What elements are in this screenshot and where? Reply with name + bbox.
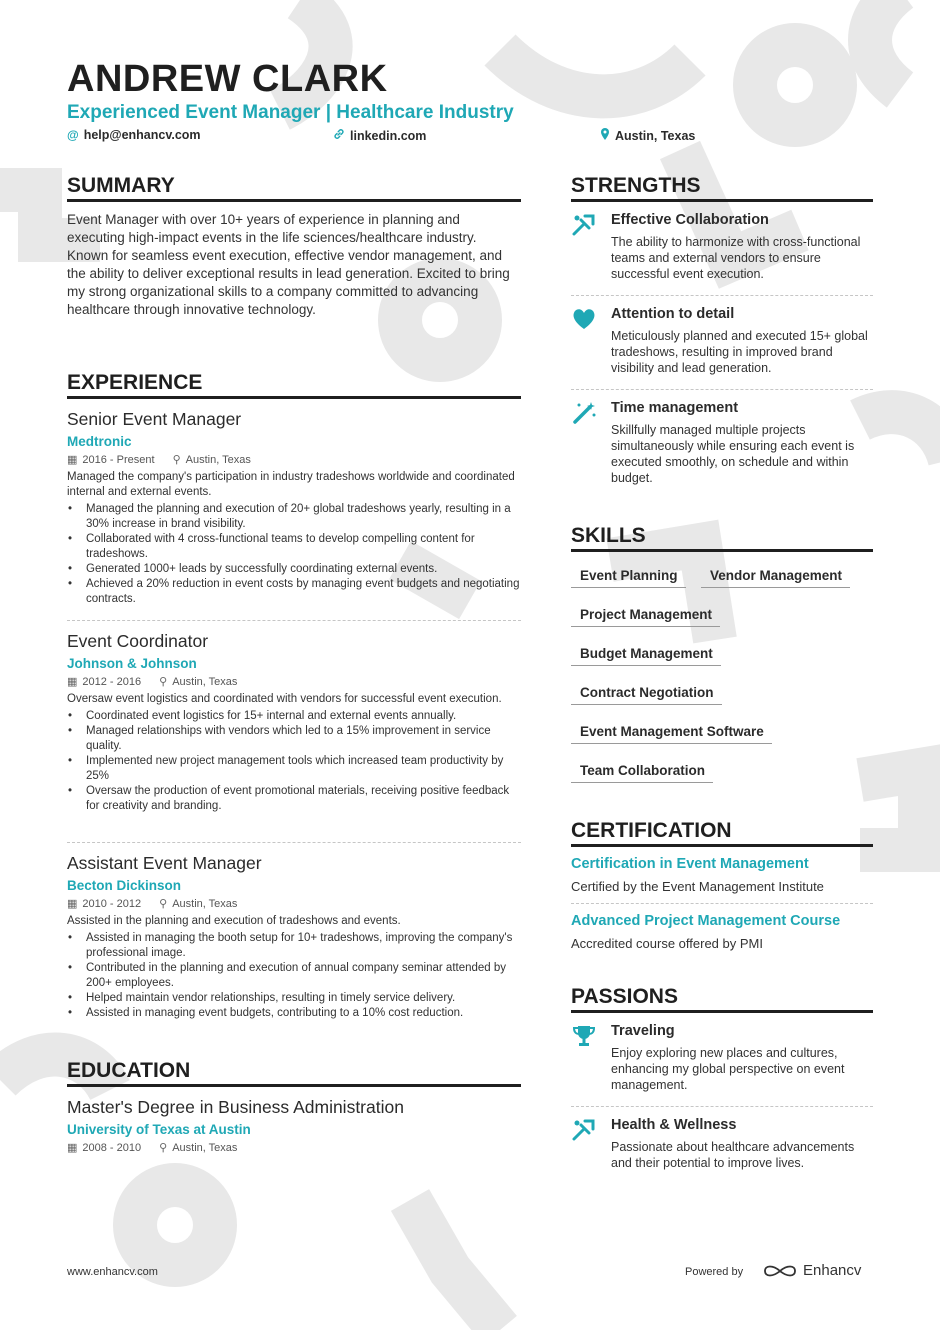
summary-text: Event Manager with over 10+ years of experience in planning and executing high-impact events in the life sciences/healthcare industry. Known for seamless event execution, effective vendor management, and the ability to deliver exceptional results in lead generation. Excited to bring my strong organizational skills to a company committed to advancing healthcare through innovative technology. bbox=[67, 212, 510, 317]
job-description: Assisted in the planning and execution of tradeshows and events. bbox=[67, 915, 401, 927]
job-bullets bbox=[67, 502, 521, 607]
job-bullet: • Achieved a 20% reduction in event costs by managing event budgets and negotiating contracts. bbox=[67, 577, 521, 607]
passion-item bbox=[571, 1117, 873, 1197]
job-bullet: • Coordinated event logistics for 15+ internal and external events annually. bbox=[67, 709, 521, 724]
job-bullet: • Oversaw the production of event promotional materials, receiving positive feedback for creativity and branding. bbox=[67, 784, 521, 814]
passion-title: Traveling bbox=[611, 1023, 675, 1039]
skill-tag: Event Management Software bbox=[571, 724, 772, 744]
skill-tag: Budget Management bbox=[571, 646, 721, 666]
divider bbox=[571, 1106, 873, 1107]
at-icon: @ bbox=[67, 128, 79, 142]
certification-text: Accredited course offered by PMI bbox=[571, 936, 763, 951]
calendar-icon: ▦ bbox=[67, 898, 78, 910]
job-meta bbox=[67, 675, 521, 688]
handshake-icon bbox=[571, 212, 599, 240]
email-text[interactable]: help@enhancv.com bbox=[83, 128, 201, 142]
job-bullet: • Helped maintain vendor relationships, resulting in timely service delivery. bbox=[67, 991, 521, 1006]
calendar-icon: ▦ bbox=[67, 454, 78, 466]
education-location: Austin, Texas bbox=[172, 1142, 238, 1154]
job-bullet: • Assisted in managing event budgets, contributing to a 10% cost reduction. bbox=[67, 1006, 521, 1021]
strengths-heading: STRENGTHS bbox=[571, 174, 873, 202]
summary-heading: SUMMARY bbox=[67, 174, 521, 202]
linkedin-contact[interactable] bbox=[333, 128, 426, 143]
link-icon bbox=[333, 128, 345, 143]
divider bbox=[571, 389, 873, 390]
strength-text: The ability to harmonize with cross-functional teams and external vendors to ensure successful event execution. bbox=[611, 235, 861, 281]
calendar-icon: ▦ bbox=[67, 676, 78, 688]
enhancv-logo-icon bbox=[763, 1263, 797, 1279]
location-pin-icon: ⚲ bbox=[172, 454, 181, 466]
passion-text: Enjoy exploring new places and cultures, enhancing my global perspective on event management. bbox=[611, 1046, 845, 1092]
certification-heading: CERTIFICATION bbox=[571, 819, 873, 847]
heart-icon bbox=[571, 306, 599, 334]
location-pin-icon: ⚲ bbox=[159, 898, 168, 910]
divider bbox=[571, 903, 873, 904]
footer-website[interactable]: www.enhancv.com bbox=[67, 1266, 158, 1278]
divider bbox=[67, 620, 521, 621]
candidate-name: ANDREW CLARK bbox=[67, 58, 388, 100]
education-meta bbox=[67, 1141, 521, 1154]
certification-title: Advanced Project Management Course bbox=[571, 913, 841, 929]
job-bullet: • Generated 1000+ leads by successfully coordinating external events. bbox=[67, 562, 521, 577]
job-location: Austin, Texas bbox=[172, 898, 238, 910]
handshake-icon bbox=[571, 1117, 599, 1145]
company-name: Johnson & Johnson bbox=[67, 656, 197, 671]
job-title: Event Coordinator bbox=[67, 631, 209, 651]
job-location: Austin, Texas bbox=[185, 454, 251, 466]
job-bullet: • Collaborated with 4 cross-functional teams to develop compelling content for tradeshows. bbox=[67, 532, 521, 562]
experience-heading: EXPERIENCE bbox=[67, 371, 521, 399]
divider bbox=[571, 295, 873, 296]
location-pin-icon bbox=[600, 128, 610, 143]
enhancv-logo[interactable] bbox=[763, 1262, 861, 1279]
job-bullet: • Managed the planning and execution of 20+ global tradeshows yearly, resulting in a 30% increase in brand visibility. bbox=[67, 502, 521, 532]
trophy-icon bbox=[571, 1023, 599, 1051]
strength-item bbox=[571, 400, 873, 495]
job-bullet: • Assisted in managing the booth setup for 10+ tradeshows, improving the company's professional image. bbox=[67, 931, 521, 961]
job-dates: 2012 - 2016 bbox=[82, 676, 142, 688]
brand-name: Enhancv bbox=[803, 1262, 862, 1279]
passion-item bbox=[571, 1023, 873, 1103]
job-bullet: • Managed relationships with vendors which led to a 15% improvement in service quality. bbox=[67, 724, 521, 754]
job-location: Austin, Texas bbox=[172, 676, 238, 688]
passion-title: Health & Wellness bbox=[611, 1117, 737, 1133]
strength-item bbox=[571, 212, 873, 292]
divider bbox=[67, 842, 521, 843]
degree-title: Master's Degree in Business Administration bbox=[67, 1097, 404, 1117]
strength-text: Skillfully managed multiple projects simultaneously while ensuring each event is executed smoothly, on schedule and within budget. bbox=[611, 423, 855, 485]
location-pin-icon: ⚲ bbox=[159, 676, 168, 688]
strength-title: Attention to detail bbox=[611, 306, 735, 322]
job-bullet: • Implemented new project management tools which increased team productivity by 25% bbox=[67, 754, 521, 784]
job-description: Oversaw event logistics and coordinated with vendors for successful event execution. bbox=[67, 693, 502, 705]
strength-title: Effective Collaboration bbox=[611, 212, 769, 228]
certification-title: Certification in Event Management bbox=[571, 856, 809, 872]
job-dates: 2016 - Present bbox=[82, 454, 155, 466]
company-name: Becton Dickinson bbox=[67, 878, 182, 893]
skill-tag: Event Planning bbox=[571, 568, 686, 588]
school-name: University of Texas at Austin bbox=[67, 1122, 251, 1137]
job-meta bbox=[67, 453, 521, 466]
education-heading: EDUCATION bbox=[67, 1059, 521, 1087]
job-bullets bbox=[67, 931, 521, 1021]
skill-tag: Project Management bbox=[571, 607, 720, 627]
powered-by-label: Powered by bbox=[685, 1266, 744, 1278]
location-pin-icon: ⚲ bbox=[159, 1142, 168, 1154]
experience-entry bbox=[67, 409, 521, 607]
skills-heading: SKILLS bbox=[571, 524, 873, 552]
strength-item bbox=[571, 306, 873, 386]
skill-tag: Team Collaboration bbox=[571, 763, 713, 783]
job-dates: 2010 - 2012 bbox=[82, 898, 142, 910]
candidate-headline: Experienced Event Manager | Healthcare Industry bbox=[67, 102, 514, 123]
location-text: Austin, Texas bbox=[615, 128, 696, 143]
passions-heading: PASSIONS bbox=[571, 985, 873, 1013]
education-dates: 2008 - 2010 bbox=[82, 1142, 142, 1154]
job-meta bbox=[67, 897, 521, 910]
strength-title: Time management bbox=[611, 400, 739, 416]
job-title: Senior Event Manager bbox=[67, 409, 242, 429]
job-description: Managed the company's participation in industry tradeshows worldwide and coordinated internal and external events. bbox=[67, 471, 515, 498]
email-contact[interactable] bbox=[67, 128, 201, 142]
skill-tag: Vendor Management bbox=[701, 568, 850, 588]
magic-wand-icon bbox=[571, 400, 599, 428]
location-contact bbox=[600, 128, 695, 143]
skill-tag: Contract Negotiation bbox=[571, 685, 722, 705]
education-entry bbox=[67, 1097, 521, 1158]
passion-text: Passionate about healthcare advancements and their potential to improve lives. bbox=[611, 1140, 855, 1170]
experience-entry bbox=[67, 853, 521, 1021]
company-name: Medtronic bbox=[67, 434, 132, 449]
job-bullets bbox=[67, 709, 521, 814]
job-bullet: • Contributed in the planning and execution of annual company seminar attended by 200+ employees. bbox=[67, 961, 521, 991]
linkedin-text[interactable]: linkedin.com bbox=[350, 128, 427, 143]
certification-text: Certified by the Event Management Institute bbox=[571, 879, 824, 894]
experience-entry bbox=[67, 631, 521, 814]
job-title: Assistant Event Manager bbox=[67, 853, 262, 873]
strength-text: Meticulously planned and executed 15+ global tradeshows, resulting in improved brand visibility and lead generation. bbox=[611, 329, 868, 375]
calendar-icon: ▦ bbox=[67, 1142, 78, 1154]
